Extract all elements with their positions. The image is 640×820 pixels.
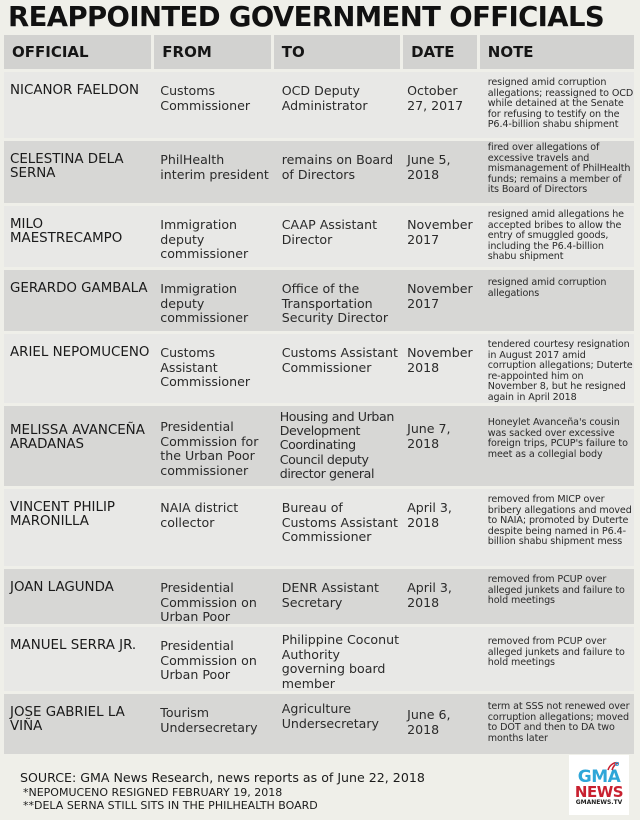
appointment-date [403,627,477,691]
table-row [4,206,634,267]
from-position: Immigration deputy commissioner [160,217,249,261]
official-name: MILO MAESTRECAMPO [10,217,123,246]
logo-gma-text: GMA [577,767,621,787]
from-position: Presidential Commission for the Urban Poor commissioner [160,419,259,478]
to-position: Office of the Transportation Security Director [281,281,389,325]
source-text: SOURCE: GMA News Research, news reports as of June 22, 2018 [20,770,425,785]
appointment-date: November 2017 [407,281,473,311]
note-text: resigned amid allegations he accepted bribes to allow the entry of smuggled goods, including the P6.4-billion shabu shipment [487,209,624,263]
table-row [4,569,634,624]
table-row [4,694,634,754]
from-position: Presidential Commission on Urban Poor [160,580,257,624]
column-header-from: FROM [154,35,270,69]
footnote-dela-serna: **DELA SERNA STILL SITS IN THE PHILHEALTH BOARD [23,799,318,812]
logo-url-text: GMANEWS.TV [575,799,623,806]
from-position: Tourism Undersecretary [160,705,258,735]
note-text: fired over allegations of excessive travels and mismanagement of PhilHealth funds; remains a member of its Board of Directors [487,142,631,196]
column-header-date: DATE [403,35,477,69]
footer [20,770,425,812]
gma-news-logo [569,755,629,815]
official-name: NICANOR FAELDON [10,83,140,98]
column-header-note: NOTE [480,35,634,69]
note-text: removed from PCUP over alleged junkets and failure to hold meetings [487,636,625,669]
to-position: Agriculture Undersecretary [281,701,380,731]
note-text: tendered courtesy resignation in August 2017 amid corruption allegations; Duterte re-appointed him on November 8, but he resigned again in April 2018 [487,339,633,403]
official-name: VINCENT PHILIP MARONILLA [10,500,115,529]
note-text: removed from PCUP over alleged junkets and failure to hold meetings [487,574,625,607]
to-position: DENR Assistant Secretary [281,580,379,610]
table-row [4,72,634,138]
to-position: OCD Deputy Administrator [281,83,368,113]
from-position: Presidential Commission on Urban Poor [160,638,257,682]
column-header-official: OFFICIAL [4,35,151,69]
from-position: Customs Commissioner [160,83,251,113]
official-name: JOAN LAGUNDA [10,580,114,595]
officials-table [4,35,634,757]
table-row [4,406,634,486]
appointment-date: October 27, 2017 [407,83,464,113]
appointment-date: April 3, 2018 [407,580,452,610]
from-position: PhilHealth interim president [160,152,269,182]
to-position: Housing and Urban Development Coordinating Council deputy director general [279,409,394,481]
appointment-date: April 3, 2018 [407,500,452,530]
official-name: ARIEL NEPOMUCENO [10,345,150,360]
note-text: Honeylet Avanceña's cousin was sacked over excessive foreign trips, PCUP's failure to meet as a collegial body [487,417,628,460]
to-position: Philippine Coconut Authority governing board member [281,632,400,691]
from-position: Customs Assistant Commissioner [160,345,251,389]
table-row [4,627,634,691]
official-name: MANUEL SERRA JR. [10,638,137,653]
logo-news-text: NEWS [574,783,624,801]
table-row [4,334,634,403]
note-text: resigned amid corruption allegations [487,277,607,299]
official-name: MELISSA AVANCEÑA ARADANAS [10,423,145,452]
footnote-nepomuceno: *NEPOMUCENO RESIGNED FEBRUARY 19, 2018 [23,786,283,799]
page-title: REAPPOINTED GOVERNMENT OFFICIALS [8,1,605,33]
table-row [4,489,634,566]
logo-swoosh-icon [607,761,619,771]
to-position: Bureau of Customs Assistant Commissioner [281,500,398,544]
appointment-date: June 5, 2018 [407,152,451,182]
note-text: removed from MICP over bribery allegations and moved to NAIA; promoted by Duterte despite being named in P6.4-billion shabu shipment mess [487,494,632,548]
from-position: NAIA district collector [160,500,239,530]
note-text: resigned amid corruption allegations; reassigned to OCD while detained at the Senate for refusing to testify on the P6.4-billion shabu shipment [487,77,634,131]
official-name: GERARDO GAMBALA [10,281,148,296]
table-row [4,141,634,203]
to-position: CAAP Assistant Director [281,217,378,247]
appointment-date: November 2018 [407,345,473,375]
to-position: Customs Assistant Commissioner [281,345,398,375]
to-position: remains on Board of Directors [281,152,394,182]
official-name: JOSE GABRIEL LA VIÑA [10,705,125,734]
table-header [4,35,634,69]
note-text: term at SSS not renewed over corruption allegations; moved to DOT and then to DA two months later [487,701,630,744]
appointment-date: June 6, 2018 [407,707,451,737]
official-name: CELESTINA DELA SERNA [10,152,124,181]
appointment-date: November 2017 [407,217,473,247]
from-position: Immigration deputy commissioner [160,281,249,325]
column-header-to: TO [274,35,400,69]
appointment-date: June 7, 2018 [407,421,451,451]
table-row [4,270,634,331]
